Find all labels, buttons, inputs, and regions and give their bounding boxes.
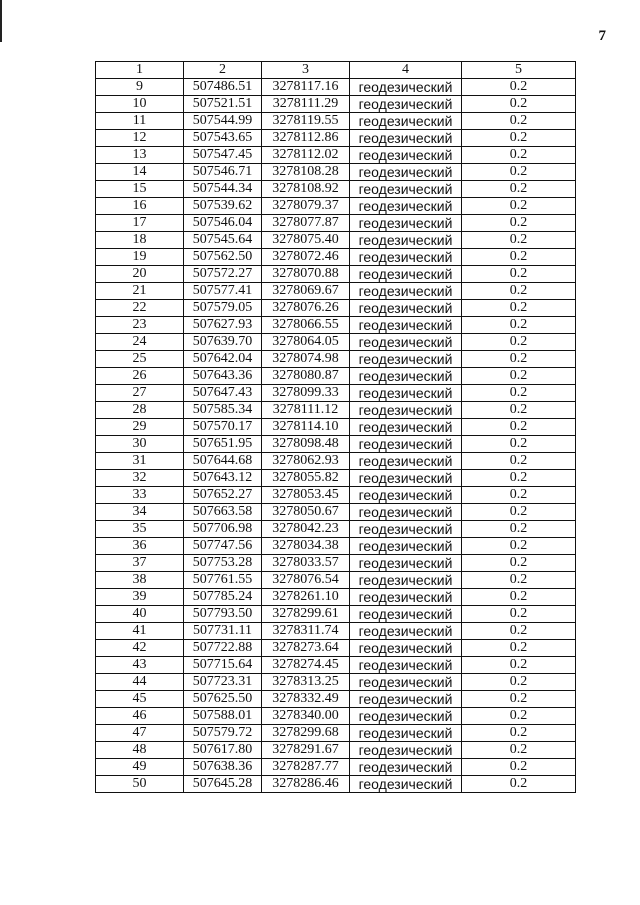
cell-coord-x: 507651.95 — [184, 436, 262, 453]
cell-coord-y: 3278311.74 — [262, 623, 350, 640]
header-col-4: 4 — [350, 62, 462, 79]
cell-coord-x: 507747.56 — [184, 538, 262, 555]
cell-method: геодезический — [350, 164, 462, 181]
table-row — [96, 402, 576, 419]
cell-accuracy: 0.2 — [462, 453, 576, 470]
cell-method: геодезический — [350, 419, 462, 436]
cell-method: геодезический — [350, 368, 462, 385]
table-row — [96, 589, 576, 606]
cell-method: геодезический — [350, 555, 462, 572]
cell-method: геодезический — [350, 317, 462, 334]
table-row — [96, 487, 576, 504]
cell-point-number: 15 — [96, 181, 184, 198]
cell-coord-x: 507543.65 — [184, 130, 262, 147]
cell-accuracy: 0.2 — [462, 572, 576, 589]
header-col-3: 3 — [262, 62, 350, 79]
cell-coord-y: 3278108.28 — [262, 164, 350, 181]
cell-method: геодезический — [350, 232, 462, 249]
cell-accuracy: 0.2 — [462, 249, 576, 266]
table-row — [96, 300, 576, 317]
cell-coord-y: 3278108.92 — [262, 181, 350, 198]
table-row — [96, 419, 576, 436]
cell-point-number: 27 — [96, 385, 184, 402]
cell-coord-y: 3278062.93 — [262, 453, 350, 470]
cell-coord-x: 507761.55 — [184, 572, 262, 589]
cell-method: геодезический — [350, 589, 462, 606]
cell-coord-y: 3278076.26 — [262, 300, 350, 317]
cell-accuracy: 0.2 — [462, 181, 576, 198]
cell-point-number: 36 — [96, 538, 184, 555]
table-row — [96, 96, 576, 113]
cell-accuracy: 0.2 — [462, 351, 576, 368]
cell-point-number: 10 — [96, 96, 184, 113]
cell-coord-x: 507647.43 — [184, 385, 262, 402]
cell-coord-y: 3278042.23 — [262, 521, 350, 538]
cell-point-number: 50 — [96, 776, 184, 793]
cell-method: геодезический — [350, 538, 462, 555]
cell-point-number: 21 — [96, 283, 184, 300]
cell-point-number: 37 — [96, 555, 184, 572]
cell-coord-x: 507627.93 — [184, 317, 262, 334]
table-row — [96, 453, 576, 470]
cell-coord-y: 3278273.64 — [262, 640, 350, 657]
table-row — [96, 334, 576, 351]
cell-coord-x: 507577.41 — [184, 283, 262, 300]
cell-coord-y: 3278072.46 — [262, 249, 350, 266]
cell-point-number: 40 — [96, 606, 184, 623]
cell-method: геодезический — [350, 198, 462, 215]
table-row — [96, 708, 576, 725]
cell-coord-x: 507785.24 — [184, 589, 262, 606]
cell-accuracy: 0.2 — [462, 759, 576, 776]
cell-point-number: 11 — [96, 113, 184, 130]
cell-accuracy: 0.2 — [462, 742, 576, 759]
cell-method: геодезический — [350, 249, 462, 266]
cell-accuracy: 0.2 — [462, 232, 576, 249]
cell-accuracy: 0.2 — [462, 725, 576, 742]
table-row — [96, 504, 576, 521]
cell-accuracy: 0.2 — [462, 708, 576, 725]
cell-coord-x: 507706.98 — [184, 521, 262, 538]
cell-coord-x: 507645.28 — [184, 776, 262, 793]
cell-accuracy: 0.2 — [462, 623, 576, 640]
cell-point-number: 22 — [96, 300, 184, 317]
cell-point-number: 12 — [96, 130, 184, 147]
cell-accuracy: 0.2 — [462, 776, 576, 793]
table-row — [96, 232, 576, 249]
cell-point-number: 29 — [96, 419, 184, 436]
table-row — [96, 759, 576, 776]
table-row — [96, 113, 576, 130]
cell-accuracy: 0.2 — [462, 79, 576, 96]
table-row — [96, 742, 576, 759]
cell-coord-y: 3278119.55 — [262, 113, 350, 130]
cell-method: геодезический — [350, 385, 462, 402]
table-row — [96, 606, 576, 623]
cell-point-number: 18 — [96, 232, 184, 249]
cell-coord-y: 3278098.48 — [262, 436, 350, 453]
table-row — [96, 283, 576, 300]
cell-coord-y: 3278099.33 — [262, 385, 350, 402]
cell-coord-y: 3278080.87 — [262, 368, 350, 385]
table-row — [96, 572, 576, 589]
cell-accuracy: 0.2 — [462, 198, 576, 215]
table-row — [96, 164, 576, 181]
cell-coord-x: 507546.71 — [184, 164, 262, 181]
cell-method: геодезический — [350, 351, 462, 368]
coordinates-table — [95, 61, 576, 793]
cell-point-number: 13 — [96, 147, 184, 164]
header-col-1: 1 — [96, 62, 184, 79]
table-row — [96, 147, 576, 164]
cell-coord-x: 507585.34 — [184, 402, 262, 419]
cell-coord-x: 507544.99 — [184, 113, 262, 130]
cell-coord-y: 3278050.67 — [262, 504, 350, 521]
cell-accuracy: 0.2 — [462, 96, 576, 113]
cell-accuracy: 0.2 — [462, 334, 576, 351]
cell-accuracy: 0.2 — [462, 470, 576, 487]
cell-accuracy: 0.2 — [462, 317, 576, 334]
table-row — [96, 351, 576, 368]
cell-accuracy: 0.2 — [462, 385, 576, 402]
cell-method: геодезический — [350, 130, 462, 147]
cell-coord-y: 3278111.29 — [262, 96, 350, 113]
cell-method: геодезический — [350, 300, 462, 317]
cell-coord-x: 507521.51 — [184, 96, 262, 113]
cell-point-number: 48 — [96, 742, 184, 759]
cell-point-number: 38 — [96, 572, 184, 589]
cell-accuracy: 0.2 — [462, 130, 576, 147]
cell-coord-y: 3278077.87 — [262, 215, 350, 232]
cell-coord-y: 3278291.67 — [262, 742, 350, 759]
cell-point-number: 41 — [96, 623, 184, 640]
cell-coord-x: 507547.45 — [184, 147, 262, 164]
cell-coord-y: 3278070.88 — [262, 266, 350, 283]
cell-coord-y: 3278075.40 — [262, 232, 350, 249]
cell-coord-x: 507642.04 — [184, 351, 262, 368]
table-row — [96, 266, 576, 283]
margin-rule — [0, 0, 2, 42]
table-row — [96, 691, 576, 708]
cell-coord-x: 507570.17 — [184, 419, 262, 436]
header-col-5: 5 — [462, 62, 576, 79]
cell-method: геодезический — [350, 759, 462, 776]
page-number: 7 — [598, 28, 606, 44]
table-row — [96, 317, 576, 334]
cell-method: геодезический — [350, 436, 462, 453]
table-row — [96, 674, 576, 691]
table-row — [96, 215, 576, 232]
cell-point-number: 19 — [96, 249, 184, 266]
cell-coord-x: 507539.62 — [184, 198, 262, 215]
cell-coord-x: 507723.31 — [184, 674, 262, 691]
cell-point-number: 34 — [96, 504, 184, 521]
cell-method: геодезический — [350, 606, 462, 623]
cell-accuracy: 0.2 — [462, 674, 576, 691]
cell-method: геодезический — [350, 470, 462, 487]
cell-accuracy: 0.2 — [462, 164, 576, 181]
cell-method: геодезический — [350, 334, 462, 351]
cell-accuracy: 0.2 — [462, 640, 576, 657]
cell-coord-y: 3278066.55 — [262, 317, 350, 334]
cell-coord-x: 507753.28 — [184, 555, 262, 572]
cell-method: геодезический — [350, 147, 462, 164]
cell-point-number: 9 — [96, 79, 184, 96]
table-row — [96, 521, 576, 538]
cell-method: геодезический — [350, 453, 462, 470]
cell-accuracy: 0.2 — [462, 368, 576, 385]
cell-coord-x: 507639.70 — [184, 334, 262, 351]
cell-point-number: 33 — [96, 487, 184, 504]
cell-method: геодезический — [350, 623, 462, 640]
cell-coord-y: 3278076.54 — [262, 572, 350, 589]
cell-coord-y: 3278055.82 — [262, 470, 350, 487]
cell-method: геодезический — [350, 215, 462, 232]
table-row — [96, 623, 576, 640]
cell-method: геодезический — [350, 487, 462, 504]
cell-method: геодезический — [350, 96, 462, 113]
table-row — [96, 198, 576, 215]
cell-point-number: 39 — [96, 589, 184, 606]
cell-accuracy: 0.2 — [462, 436, 576, 453]
cell-point-number: 23 — [96, 317, 184, 334]
cell-point-number: 20 — [96, 266, 184, 283]
table-row — [96, 130, 576, 147]
cell-coord-y: 3278074.98 — [262, 351, 350, 368]
cell-accuracy: 0.2 — [462, 538, 576, 555]
cell-accuracy: 0.2 — [462, 606, 576, 623]
table-row — [96, 725, 576, 742]
cell-coord-y: 3278261.10 — [262, 589, 350, 606]
cell-coord-y: 3278313.25 — [262, 674, 350, 691]
cell-accuracy: 0.2 — [462, 283, 576, 300]
cell-accuracy: 0.2 — [462, 402, 576, 419]
cell-method: геодезический — [350, 691, 462, 708]
cell-coord-x: 507545.64 — [184, 232, 262, 249]
cell-accuracy: 0.2 — [462, 691, 576, 708]
cell-point-number: 44 — [96, 674, 184, 691]
cell-accuracy: 0.2 — [462, 147, 576, 164]
table-row — [96, 181, 576, 198]
cell-point-number: 16 — [96, 198, 184, 215]
cell-coord-y: 3278079.37 — [262, 198, 350, 215]
cell-coord-x: 507663.58 — [184, 504, 262, 521]
cell-method: геодезический — [350, 402, 462, 419]
cell-point-number: 17 — [96, 215, 184, 232]
cell-point-number: 31 — [96, 453, 184, 470]
cell-coord-y: 3278111.12 — [262, 402, 350, 419]
cell-coord-x: 507652.27 — [184, 487, 262, 504]
cell-accuracy: 0.2 — [462, 657, 576, 674]
table-header-row — [96, 62, 576, 79]
table-row — [96, 538, 576, 555]
cell-method: геодезический — [350, 657, 462, 674]
cell-point-number: 28 — [96, 402, 184, 419]
table-row — [96, 657, 576, 674]
table-row — [96, 470, 576, 487]
cell-point-number: 24 — [96, 334, 184, 351]
cell-coord-x: 507486.51 — [184, 79, 262, 96]
cell-point-number: 32 — [96, 470, 184, 487]
cell-coord-x: 507715.64 — [184, 657, 262, 674]
cell-coord-y: 3278299.61 — [262, 606, 350, 623]
cell-method: геодезический — [350, 674, 462, 691]
cell-method: геодезический — [350, 283, 462, 300]
cell-accuracy: 0.2 — [462, 555, 576, 572]
cell-coord-x: 507731.11 — [184, 623, 262, 640]
cell-coord-y: 3278286.46 — [262, 776, 350, 793]
cell-point-number: 46 — [96, 708, 184, 725]
cell-point-number: 49 — [96, 759, 184, 776]
cell-point-number: 14 — [96, 164, 184, 181]
cell-coord-x: 507572.27 — [184, 266, 262, 283]
cell-method: геодезический — [350, 725, 462, 742]
cell-accuracy: 0.2 — [462, 215, 576, 232]
cell-coord-x: 507579.05 — [184, 300, 262, 317]
cell-coord-x: 507544.34 — [184, 181, 262, 198]
cell-point-number: 26 — [96, 368, 184, 385]
cell-coord-x: 507588.01 — [184, 708, 262, 725]
cell-coord-y: 3278274.45 — [262, 657, 350, 674]
cell-coord-y: 3278287.77 — [262, 759, 350, 776]
cell-accuracy: 0.2 — [462, 521, 576, 538]
cell-accuracy: 0.2 — [462, 266, 576, 283]
cell-coord-y: 3278033.57 — [262, 555, 350, 572]
header-col-2: 2 — [184, 62, 262, 79]
cell-coord-y: 3278299.68 — [262, 725, 350, 742]
table-row — [96, 368, 576, 385]
cell-coord-x: 507579.72 — [184, 725, 262, 742]
cell-coord-y: 3278332.49 — [262, 691, 350, 708]
cell-coord-y: 3278064.05 — [262, 334, 350, 351]
cell-coord-x: 507617.80 — [184, 742, 262, 759]
cell-coord-y: 3278034.38 — [262, 538, 350, 555]
cell-point-number: 25 — [96, 351, 184, 368]
cell-method: геодезический — [350, 776, 462, 793]
table-row — [96, 385, 576, 402]
cell-coord-x: 507643.12 — [184, 470, 262, 487]
cell-coord-y: 3278114.10 — [262, 419, 350, 436]
cell-coord-x: 507546.04 — [184, 215, 262, 232]
cell-coord-x: 507793.50 — [184, 606, 262, 623]
cell-method: геодезический — [350, 266, 462, 283]
cell-coord-y: 3278340.00 — [262, 708, 350, 725]
cell-coord-y: 3278053.45 — [262, 487, 350, 504]
cell-coord-y: 3278069.67 — [262, 283, 350, 300]
cell-accuracy: 0.2 — [462, 487, 576, 504]
cell-point-number: 30 — [96, 436, 184, 453]
table-row — [96, 436, 576, 453]
cell-point-number: 47 — [96, 725, 184, 742]
cell-method: геодезический — [350, 572, 462, 589]
table-row — [96, 79, 576, 96]
cell-point-number: 35 — [96, 521, 184, 538]
cell-coord-x: 507644.68 — [184, 453, 262, 470]
cell-coord-x: 507625.50 — [184, 691, 262, 708]
cell-method: геодезический — [350, 113, 462, 130]
cell-method: геодезический — [350, 640, 462, 657]
cell-coord-x: 507643.36 — [184, 368, 262, 385]
table-row — [96, 249, 576, 266]
cell-point-number: 43 — [96, 657, 184, 674]
cell-coord-y: 3278117.16 — [262, 79, 350, 96]
cell-accuracy: 0.2 — [462, 504, 576, 521]
table-row — [96, 776, 576, 793]
cell-method: геодезический — [350, 79, 462, 96]
cell-accuracy: 0.2 — [462, 589, 576, 606]
cell-coord-x: 507722.88 — [184, 640, 262, 657]
cell-method: геодезический — [350, 708, 462, 725]
cell-accuracy: 0.2 — [462, 300, 576, 317]
cell-method: геодезический — [350, 742, 462, 759]
cell-method: геодезический — [350, 521, 462, 538]
cell-coord-x: 507638.36 — [184, 759, 262, 776]
cell-point-number: 42 — [96, 640, 184, 657]
table-row — [96, 555, 576, 572]
cell-point-number: 45 — [96, 691, 184, 708]
cell-coord-y: 3278112.86 — [262, 130, 350, 147]
table-row — [96, 640, 576, 657]
cell-accuracy: 0.2 — [462, 113, 576, 130]
table-body — [96, 79, 576, 793]
cell-coord-x: 507562.50 — [184, 249, 262, 266]
cell-coord-y: 3278112.02 — [262, 147, 350, 164]
cell-method: геодезический — [350, 504, 462, 521]
cell-accuracy: 0.2 — [462, 419, 576, 436]
cell-method: геодезический — [350, 181, 462, 198]
